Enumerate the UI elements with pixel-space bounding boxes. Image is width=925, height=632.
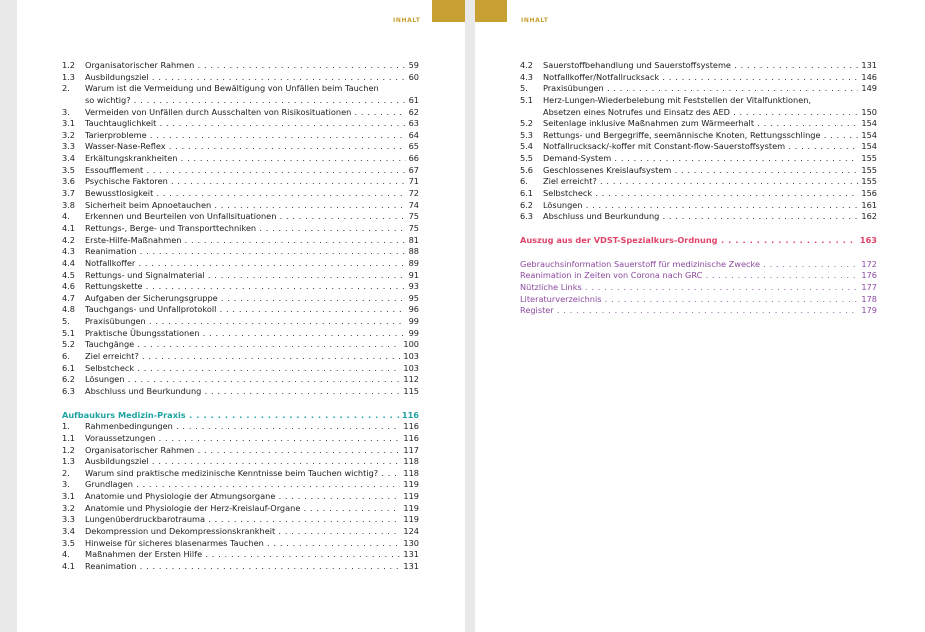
toc-entry-number: 4.5	[62, 269, 76, 280]
toc-entry-page-number: 66	[406, 153, 419, 165]
toc-entry[interactable]	[62, 456, 419, 468]
toc-entry[interactable]	[520, 72, 877, 84]
toc-entry-title: Rettungskette . . .	[85, 281, 419, 293]
toc-entry[interactable]	[62, 72, 419, 84]
toc-entry[interactable]	[62, 141, 419, 153]
toc-entry-page-number: 72	[406, 188, 419, 200]
toc-entry-number: 3.4	[62, 153, 76, 164]
toc-entry-title: Dekompression und Dekompressionskrankheit . . .	[85, 526, 419, 538]
toc-entry-page-number: 131	[858, 60, 877, 72]
toc-entry[interactable]	[520, 107, 877, 119]
toc-entry[interactable]	[62, 363, 419, 375]
toc-entry-number: 4.6	[62, 281, 76, 292]
toc-entry-page-number: 117	[400, 445, 419, 457]
toc-entry-number: 3.3	[62, 514, 76, 525]
toc-entry-title: Selbstcheck . . .	[85, 363, 419, 375]
toc-entry[interactable]	[62, 270, 419, 282]
toc-entry-page-number: 179	[858, 305, 877, 317]
toc-entry-page-number: 162	[858, 211, 877, 223]
toc-entry[interactable]	[62, 130, 419, 142]
toc-entry-title: Psychische Faktoren . . .	[85, 176, 419, 188]
toc-entry-page-number: 155	[858, 165, 877, 177]
toc-entry[interactable]	[62, 246, 419, 258]
toc-entry[interactable]	[62, 468, 419, 480]
toc-entry-page-number: 176	[858, 270, 877, 282]
toc-entry-title: Maßnahmen der Ersten Hilfe . . .	[85, 549, 419, 561]
toc-entry[interactable]	[62, 188, 419, 200]
toc-entry-page-number: 149	[858, 83, 877, 95]
toc-entry-title: Wasser-Nase-Reflex . . .	[85, 141, 419, 153]
toc-entry-number: 4.4	[62, 257, 76, 268]
right-page	[475, 0, 925, 632]
toc-entry[interactable]	[62, 83, 419, 95]
toc-entry-number: 3.1	[62, 118, 76, 129]
toc-entry-title: Nützliche Links . . .	[520, 282, 877, 294]
toc-entry[interactable]	[520, 211, 877, 223]
toc-entry-page-number: 62	[406, 107, 419, 119]
toc-entry-title: Erkältungskrankheiten . . .	[85, 153, 419, 165]
toc-entry-page-number: 96	[406, 304, 419, 316]
toc-entry-title: Warum sind praktische medizinische Kenntnisse beim Tauchen wichtig? . . .	[85, 468, 419, 480]
toc-entry[interactable]	[520, 141, 877, 153]
running-header: INHALT	[521, 17, 549, 24]
toc-entry-title: so wichtig? . . .	[85, 95, 419, 107]
toc-entry-title: Aufbaukurs Medizin-Praxis . . .	[62, 410, 419, 422]
toc-entry-title: Tauchgangs- und Unfallprotokoll . . .	[85, 304, 419, 316]
toc-entry-title: Notfallrucksack/-koffer mit Constant-flow-Sauerstoffsystem . . .	[543, 141, 877, 153]
toc-entry[interactable]	[62, 176, 419, 188]
toc-entry[interactable]	[62, 316, 419, 328]
toc-entry-title: Anatomie und Physiologie der Herz-Kreislauf-Organe . . .	[85, 503, 419, 515]
toc-entry-page-number: 99	[406, 328, 419, 340]
toc-entry[interactable]	[62, 304, 419, 316]
toc-entry-title: Voraussetzungen . . .	[85, 433, 419, 445]
toc-entry[interactable]	[62, 95, 419, 107]
toc-entry-title: Praxisübungen . . .	[543, 83, 877, 95]
toc-entry-number: 4.7	[62, 292, 76, 303]
toc-entry-title: Notfallkoffer . . .	[85, 258, 419, 270]
toc-entry-title: Anatomie und Physiologie der Atmungsorgane . . .	[85, 491, 419, 503]
toc-entry-page-number: 93	[406, 281, 419, 293]
toc-entry[interactable]	[520, 83, 877, 95]
toc-entry-title: Demand-System . . .	[543, 153, 877, 165]
toc-entry-title: Tarierprobleme . . .	[85, 130, 419, 142]
toc-entry-page-number: 81	[406, 235, 419, 247]
left-page	[17, 0, 465, 632]
toc-entry-page-number: 178	[858, 294, 877, 306]
toc-entry-title: Auszug aus der VDST-Spezialkurs-Ordnung . . .	[520, 235, 877, 247]
toc-entry-number: 3.4	[62, 525, 76, 536]
toc-entry-title: Tauchgänge . . .	[85, 339, 419, 351]
toc-entry-number: 1.	[62, 421, 70, 432]
toc-entry[interactable]	[62, 549, 419, 561]
toc-entry-page-number: 116	[399, 410, 419, 422]
toc-entry-title: Gebrauchsinformation Sauerstoff für medizinische Zwecke . . .	[520, 259, 877, 271]
toc-entry-page-number: 119	[400, 514, 419, 526]
toc-entry[interactable]	[62, 339, 419, 351]
toc-entry-title: Rahmenbedingungen . . .	[85, 421, 419, 433]
toc-entry-number: 1.2	[62, 444, 76, 455]
toc-entry[interactable]	[520, 282, 877, 294]
toc-entry[interactable]	[62, 293, 419, 305]
toc-entry-title: Organisatorischer Rahmen . . .	[85, 60, 419, 72]
toc-entry-title: Register . . .	[520, 305, 877, 317]
toc-entry-number: 6.2	[520, 199, 534, 210]
toc-entry-page-number: 155	[858, 176, 877, 188]
toc-entry[interactable]	[520, 130, 877, 142]
toc-entry[interactable]	[62, 514, 419, 526]
toc-entry-title: Hinweise für sicheres blasenarmes Tauchen . . .	[85, 538, 419, 550]
toc-entry[interactable]	[62, 561, 419, 573]
toc-entry-page-number: 150	[858, 107, 877, 119]
toc-entry[interactable]	[520, 60, 877, 72]
toc-entry-number: 3.7	[62, 188, 76, 199]
table-of-contents-right	[520, 60, 877, 317]
toc-entry-page-number: 88	[406, 246, 419, 258]
toc-entry-page-number: 75	[406, 211, 419, 223]
toc-entry-page-number: 64	[406, 130, 419, 142]
toc-entry[interactable]	[520, 305, 877, 317]
toc-entry-title: Ausbildungsziel . . .	[85, 72, 419, 84]
toc-entry-page-number: 172	[858, 259, 877, 271]
toc-entry-number: 4.1	[62, 560, 76, 571]
toc-entry-number: 4.	[62, 211, 70, 222]
toc-entry-page-number: 154	[858, 118, 877, 130]
toc-entry-number: 6.1	[520, 188, 534, 199]
toc-entry-title: Literaturverzeichnis . . .	[520, 294, 877, 306]
toc-entry-page-number: 119	[400, 479, 419, 491]
toc-entry-title: Herz-Lungen-Wiederbelebung mit Feststellen der Vitalfunktionen,	[543, 94, 812, 105]
toc-entry-number: 3.	[62, 106, 70, 117]
toc-entry-page-number: 163	[857, 235, 877, 247]
toc-entry-number: 3.	[62, 479, 70, 490]
toc-entry[interactable]	[62, 479, 419, 491]
toc-entry-number: 4.8	[62, 304, 76, 315]
toc-entry-number: 3.2	[62, 502, 76, 513]
toc-entry-number: 4.3	[62, 246, 76, 257]
toc-entry-title: Reanimation in Zeiten von Corona nach GRC . . .	[520, 270, 877, 282]
toc-entry-page-number: 124	[400, 526, 419, 538]
toc-entry-page-number: 103	[400, 351, 419, 363]
toc-entry[interactable]	[62, 374, 419, 386]
toc-entry-number: 5.2	[520, 118, 534, 129]
toc-entry-number: 3.6	[62, 176, 76, 187]
toc-entry[interactable]	[62, 526, 419, 538]
toc-entry[interactable]	[62, 491, 419, 503]
toc-entry-page-number: 131	[400, 549, 419, 561]
toc-entry[interactable]	[62, 235, 419, 247]
toc-entry-title: Organisatorischer Rahmen . . .	[85, 445, 419, 457]
toc-entry-title: Ziel erreicht? . . .	[543, 176, 877, 188]
toc-entry[interactable]	[62, 445, 419, 457]
toc-entry-title: Notfallkoffer/Notfallrucksack . . .	[543, 72, 877, 84]
toc-entry[interactable]	[62, 200, 419, 212]
toc-entry-title: Lösungen . . .	[543, 200, 877, 212]
toc-entry-title: Aufgaben der Sicherungsgruppe . . .	[85, 293, 419, 305]
toc-entry-page-number: 100	[400, 339, 419, 351]
toc-entry[interactable]	[62, 107, 419, 119]
toc-entry-title: Praktische Übungsstationen . . .	[85, 328, 419, 340]
toc-entry-title: Sauerstoffbehandlung und Sauerstoffsysteme . . .	[543, 60, 877, 72]
toc-entry-number: 2.	[62, 467, 70, 478]
toc-entry-number: 5.1	[62, 327, 76, 338]
toc-entry-page-number: 75	[406, 223, 419, 235]
toc-entry-number: 3.1	[62, 491, 76, 502]
toc-entry[interactable]	[62, 223, 419, 235]
toc-entry-page-number: 65	[406, 141, 419, 153]
toc-entry-page-number: 116	[400, 421, 419, 433]
toc-entry[interactable]	[62, 386, 419, 398]
toc-entry[interactable]	[62, 118, 419, 130]
toc-entry-number: 4.2	[520, 60, 534, 70]
toc-entry-title: Grundlagen . . .	[85, 479, 419, 491]
toc-entry-title: Praxisübungen . . .	[85, 316, 419, 328]
toc-entry-page-number: 161	[858, 200, 877, 212]
toc-entry-number: 4.2	[62, 234, 76, 245]
toc-entry-page-number: 63	[406, 118, 419, 130]
toc-entry[interactable]	[520, 188, 877, 200]
toc-entry[interactable]	[520, 200, 877, 212]
toc-entry-page-number: 67	[406, 165, 419, 177]
toc-entry[interactable]	[520, 294, 877, 306]
toc-entry-page-number: 118	[400, 456, 419, 468]
toc-entry-page-number: 130	[400, 538, 419, 550]
toc-entry-page-number: 59	[406, 60, 419, 72]
toc-entry-title: Ausbildungsziel . . .	[85, 456, 419, 468]
toc-entry[interactable]	[520, 259, 877, 271]
toc-entry-number: 5.	[62, 316, 70, 327]
toc-entry-number: 4.	[62, 549, 70, 560]
header-color-tab	[475, 0, 507, 22]
toc-entry-page-number: 118	[400, 468, 419, 480]
toc-entry-number: 3.2	[62, 129, 76, 140]
toc-entry[interactable]	[62, 165, 419, 177]
toc-entry-page-number: 119	[400, 491, 419, 503]
toc-entry-page-number: 119	[400, 503, 419, 515]
toc-entry-page-number: 156	[858, 188, 877, 200]
toc-entry-title: Erkennen und Beurteilen von Unfallsituationen . . .	[85, 211, 419, 223]
toc-entry[interactable]	[520, 176, 877, 188]
toc-entry-number: 5.	[520, 83, 528, 94]
toc-entry-number: 6.2	[62, 374, 76, 385]
toc-entry-title: Rettungs-, Berge- und Transporttechniken . . .	[85, 223, 419, 235]
toc-entry[interactable]	[62, 60, 419, 72]
toc-entry-number: 5.6	[520, 164, 534, 175]
toc-entry-page-number: 154	[858, 141, 877, 153]
toc-entry-title: Tauchtauglichkeit . . .	[85, 118, 419, 130]
toc-entry-title: Reanimation . . .	[85, 561, 419, 573]
toc-entry[interactable]	[62, 351, 419, 363]
toc-entry-title: Selbstcheck . . .	[543, 188, 877, 200]
toc-entry-page-number: 71	[406, 176, 419, 188]
toc-entry-title: Sicherheit beim Apnoetauchen . . .	[85, 200, 419, 212]
toc-entry-number: 1.3	[62, 456, 76, 467]
toc-entry[interactable]	[62, 153, 419, 165]
toc-entry[interactable]	[520, 153, 877, 165]
toc-entry-title: Bewusstlosigkeit . . .	[85, 188, 419, 200]
toc-entry-number: 3.5	[62, 164, 76, 175]
toc-entry-title: Rettungs- und Bergegriffe, seemännische Knoten, Rettungsschlinge . . .	[543, 130, 877, 142]
toc-entry-page-number: 155	[858, 153, 877, 165]
toc-entry-title: Abschluss und Beurkundung . . .	[543, 211, 877, 223]
toc-entry-page-number: 177	[858, 282, 877, 294]
toc-entry[interactable]	[520, 165, 877, 177]
toc-entry-number: 3.3	[62, 141, 76, 152]
toc-entry-number: 5.5	[520, 153, 534, 164]
toc-entry[interactable]	[62, 281, 419, 293]
table-of-contents-left	[62, 60, 419, 573]
toc-entry-page-number: 89	[406, 258, 419, 270]
toc-entry-title: Lungenüberdruckbarotrauma . . .	[85, 514, 419, 526]
toc-entry-page-number: 74	[406, 200, 419, 212]
toc-entry-number: 1.3	[62, 71, 76, 82]
toc-entry-number: 5.3	[520, 129, 534, 140]
toc-entry-page-number: 103	[400, 363, 419, 375]
toc-entry-number: 3.8	[62, 199, 76, 210]
toc-entry-number: 2.	[62, 83, 70, 94]
toc-entry-title: Abschluss und Beurkundung . . .	[85, 386, 419, 398]
toc-entry-page-number: 95	[406, 293, 419, 305]
toc-entry-number: 5.2	[62, 339, 76, 350]
toc-entry-title: Geschlossenes Kreislaufsystem . . .	[543, 165, 877, 177]
toc-entry-page-number: 99	[406, 316, 419, 328]
toc-entry-title: Absetzen eines Notrufes und Einsatz des AED . . .	[543, 107, 877, 119]
toc-entry[interactable]	[62, 328, 419, 340]
toc-entry-page-number: 146	[858, 72, 877, 84]
toc-entry-number: 6.3	[520, 211, 534, 222]
toc-entry-title: Ziel erreicht? . . .	[85, 351, 419, 363]
toc-entry[interactable]	[62, 433, 419, 445]
toc-entry-number: 4.1	[62, 222, 76, 233]
toc-entry[interactable]	[62, 538, 419, 550]
toc-entry-title: Rettungs- und Signalmaterial . . .	[85, 270, 419, 282]
toc-entry[interactable]	[62, 503, 419, 515]
toc-entry-page-number: 131	[400, 561, 419, 573]
toc-entry-number: 6.1	[62, 362, 76, 373]
toc-entry-page-number: 115	[400, 386, 419, 398]
toc-entry[interactable]	[62, 421, 419, 433]
toc-entry-number: 1.2	[62, 60, 76, 70]
header-color-tab	[432, 0, 465, 22]
toc-entry-title: Lösungen . . .	[85, 374, 419, 386]
toc-entry-title: Seitenlage inklusive Maßnahmen zum Wärmeerhalt . . .	[543, 118, 877, 130]
toc-entry-title: Vermeiden von Unfällen durch Ausschalten von Risikosituationen . . .	[85, 107, 419, 119]
toc-entry-page-number: 61	[406, 95, 419, 107]
toc-entry[interactable]	[62, 258, 419, 270]
toc-entry-number: 1.1	[62, 432, 76, 443]
toc-entry-page-number: 91	[406, 270, 419, 282]
toc-entry-page-number: 60	[406, 72, 419, 84]
toc-entry-title: Erste-Hilfe-Maßnahmen . . .	[85, 235, 419, 247]
toc-entry-page-number: 116	[400, 433, 419, 445]
toc-entry[interactable]	[520, 270, 877, 282]
running-header: INHALT	[393, 17, 421, 24]
toc-entry-number: 6.	[520, 176, 528, 187]
toc-entry-number: 4.3	[520, 71, 534, 82]
toc-entry-number: 6.	[62, 351, 70, 362]
toc-entry[interactable]	[520, 118, 877, 130]
toc-entry-title: Warum ist die Vermeidung und Bewältigung von Unfällen beim Tauchen	[85, 83, 379, 94]
toc-entry-title: Essoufflement . . .	[85, 165, 419, 177]
toc-entry[interactable]	[62, 211, 419, 223]
toc-entry-page-number: 154	[858, 130, 877, 142]
toc-entry[interactable]	[520, 95, 877, 107]
toc-entry-number: 5.1	[520, 94, 534, 105]
toc-entry-title: Reanimation . . .	[85, 246, 419, 258]
toc-entry-page-number: 112	[400, 374, 419, 386]
toc-entry[interactable]	[62, 410, 419, 422]
toc-entry[interactable]	[520, 235, 877, 247]
toc-entry-number: 6.3	[62, 385, 76, 396]
toc-entry-number: 5.4	[520, 141, 534, 152]
toc-entry-number: 3.5	[62, 537, 76, 548]
